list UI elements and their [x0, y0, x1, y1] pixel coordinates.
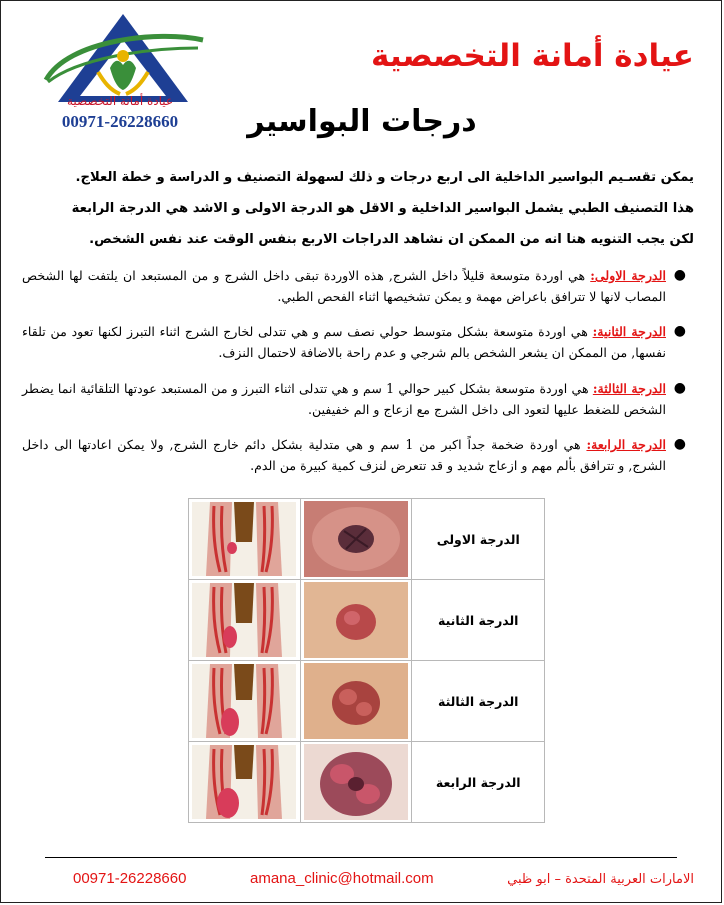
- table-row: [189, 742, 545, 823]
- grade-label: الدرجة الثانية:: [592, 324, 666, 339]
- bullet-icon: ●: [673, 436, 686, 452]
- grade-text: هي اوردة متوسعة بشكل كبير حوالي 1 سم و هي تتدلى اثناء التبرز و من المستبعد عودتها التلقائية انما يضطر الشخص للضغط عليها لتعود الى داخل الشرج مع ازعاج و الم خفيفين.: [22, 381, 666, 417]
- intro-line: لكن يجب التنويه هنا انه من الممكن ان نشاهد الدراجات الاربع بنفس الوقت عند نفس الشخص.: [89, 232, 694, 247]
- anatomy-diagram-grade-3: [192, 664, 296, 738]
- photo-cell: [300, 580, 412, 661]
- diagram-cell: [189, 742, 301, 823]
- grade-label: الدرجة الثالثة:: [592, 381, 666, 396]
- clinic-title: عيادة أمانة التخصصية: [371, 38, 694, 74]
- bullet-icon: ●: [673, 323, 686, 339]
- table-row: [189, 499, 545, 580]
- document-title: درجات البواسير: [247, 104, 477, 139]
- diagram-cell: [189, 499, 301, 580]
- bullet-icon: ●: [673, 380, 686, 396]
- photo-cell: [300, 661, 412, 742]
- diagram-cell: [189, 580, 301, 661]
- photo-cell: [300, 499, 412, 580]
- anatomy-diagram-grade-1: [192, 502, 296, 576]
- clinical-photo-grade-1: [304, 501, 408, 577]
- grade-text: هي اوردة متوسعة قليلاً داخل الشرج, هذه الاوردة تبقى داخل الشرج و من المستبعد ان يلتفت لها الشخص المصاب لانها لا تترافق باعراض مهمة و يمكن تشخيصها اثناء الفحص الطبي.: [22, 268, 666, 304]
- grade-label: الدرجة الاولى:: [590, 268, 666, 283]
- footer-phone: 00971-26228660: [73, 870, 187, 887]
- logo-clinic-name: عيادة أمانة التخصصية: [66, 94, 174, 108]
- footer-address: الامارات العربية المتحدة – ابو ظبي: [507, 872, 694, 887]
- clinical-photo-grade-4: [304, 744, 408, 820]
- footer-divider: [45, 857, 677, 858]
- grade-text: هي اوردة متوسعة بشكل متوسط حولي نصف سم و هي تتدلى لخارج الشرج اثناء التبرز لكنها تعود من تلقاء نفسها, من الممكن ان يشعر الشخص بالم شرجي و عدم راحة بالاضافة لاحتمال النزف.: [22, 324, 666, 360]
- grade-text: هي اوردة ضخمة جداً اكبر من 1 سم و هي متدلية بشكل دائم خارج الشرج, ولا يمكن اعادتها الى داخل الشرج, و تترافق بألم مهم و ازعاج شديد و قد تتعرض لنزف كمية كبيرة من الدم.: [22, 437, 666, 473]
- anatomy-diagram-grade-4: [192, 745, 296, 819]
- anatomy-diagram-grade-2: [192, 583, 296, 657]
- photo-cell: [300, 742, 412, 823]
- intro-paragraph: [24, 162, 694, 255]
- grade-row-label: الدرجة الثانية: [412, 580, 545, 661]
- intro-line: يمكن تقسـيم البواسير الداخلية الى اربع درجات و ذلك لسهولة التصنيف و الدراسة و خطة العلاج.: [75, 170, 694, 185]
- grades-list: [22, 265, 694, 476]
- grades-table: [188, 498, 545, 823]
- logo-phone: 00971-26228660: [61, 112, 179, 131]
- diagram-cell: [189, 661, 301, 742]
- grade-row-label: الدرجة الثالثة: [412, 661, 545, 742]
- bullet-icon: ●: [673, 267, 686, 283]
- grade-row-label: الدرجة الاولى: [412, 499, 545, 580]
- table-row: [189, 580, 545, 661]
- table-row: [189, 661, 545, 742]
- intro-line: هذا التصنيف الطبي يشمل البواسير الداخلية و الاقل هو الدرجة الاولى و الاشد هي الدرجة الرابعة: [71, 201, 694, 216]
- grade-label: الدرجة الرابعة:: [586, 437, 666, 452]
- footer-email[interactable]: amana_clinic@hotmail.com: [250, 870, 434, 887]
- grade-row-label: الدرجة الرابعة: [412, 742, 545, 823]
- grade-item-1: [22, 265, 694, 307]
- grade-item-4: [22, 434, 694, 476]
- grade-item-2: [22, 321, 694, 363]
- grade-item-3: [22, 378, 694, 420]
- clinical-photo-grade-2: [304, 582, 408, 658]
- clinical-photo-grade-3: [304, 663, 408, 739]
